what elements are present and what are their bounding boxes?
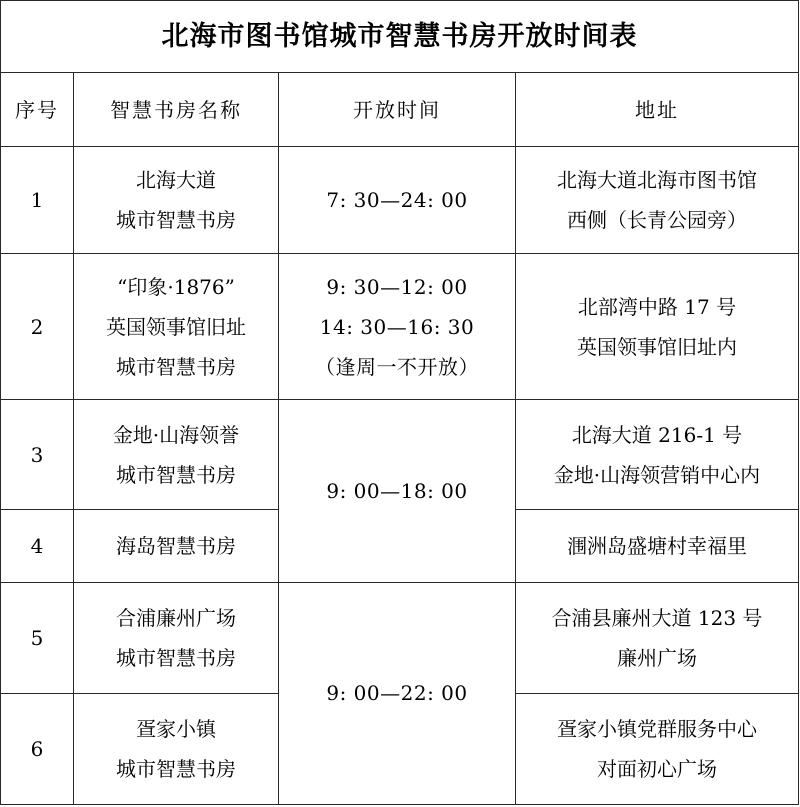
header-no: 序号	[1, 73, 74, 147]
library-name	[74, 509, 279, 582]
address-line: 廉州广场	[617, 645, 697, 670]
address-line: 涠洲岛盛塘村幸福里	[567, 533, 747, 558]
row-number: 3	[1, 400, 74, 509]
opening-hours-merged: 9: 00—18: 00	[279, 400, 516, 582]
address-line: 对面初心广场	[597, 756, 717, 781]
address	[516, 509, 799, 582]
library-name	[74, 582, 279, 693]
address-line: 北部湾中路 17 号	[577, 294, 737, 319]
table-row	[1, 254, 799, 400]
table-row	[1, 147, 799, 254]
header-hours: 开放时间	[279, 73, 516, 147]
table-row	[1, 400, 799, 509]
library-name-line: “印象·1876”	[117, 274, 235, 299]
address-line: 英国领事馆旧址内	[577, 334, 737, 359]
hours-line: 14: 30—16: 30	[319, 314, 475, 339]
page-title: 北海市图书馆城市智慧书房开放时间表	[1, 1, 799, 73]
library-name-line: 城市智慧书房	[116, 645, 236, 670]
library-name-line: 城市智慧书房	[116, 354, 236, 379]
library-name	[74, 693, 279, 804]
library-name-line: 城市智慧书房	[116, 208, 236, 233]
row-number: 6	[1, 693, 74, 804]
address-line: 合浦县廉州大道 123 号	[551, 605, 763, 630]
row-number: 2	[1, 254, 74, 400]
address	[516, 147, 799, 254]
title-row	[1, 1, 799, 73]
library-name	[74, 400, 279, 509]
address	[516, 693, 799, 804]
library-name-line: 城市智慧书房	[116, 756, 236, 781]
table-row	[1, 582, 799, 693]
library-name-line: 英国领事馆旧址	[106, 314, 246, 339]
address-line: 金地·山海领营销中心内	[553, 462, 761, 487]
hours-line: 7: 30—24: 00	[326, 188, 468, 213]
opening-hours	[279, 147, 516, 254]
library-name-line: 金地·山海领誉	[112, 422, 240, 447]
library-name-line: 合浦廉州广场	[116, 605, 236, 630]
library-name-line: 海岛智慧书房	[116, 533, 236, 558]
address-line: 北海大道北海市图书馆	[557, 168, 757, 193]
library-name-line: 北海大道	[136, 168, 216, 193]
header-name: 智慧书房名称	[74, 73, 279, 147]
address	[516, 582, 799, 693]
opening-hours-merged: 9: 00—22: 00	[279, 582, 516, 804]
hours-line: 9: 30—12: 00	[326, 274, 468, 299]
header-address: 地址	[516, 73, 799, 147]
header-row	[1, 73, 799, 147]
library-name	[74, 254, 279, 400]
library-name-line: 疍家小镇	[136, 716, 216, 741]
address	[516, 400, 799, 509]
hours-note: （逢周一不开放）	[315, 354, 479, 379]
address	[516, 254, 799, 400]
address-line: 北海大道 216-1 号	[571, 422, 743, 447]
address-line: 西侧（长青公园旁）	[567, 208, 747, 233]
row-number: 1	[1, 147, 74, 254]
library-name	[74, 147, 279, 254]
address-line: 疍家小镇党群服务中心	[557, 716, 757, 741]
row-number: 4	[1, 509, 74, 582]
opening-hours	[279, 254, 516, 400]
library-name-line: 城市智慧书房	[116, 462, 236, 487]
row-number: 5	[1, 582, 74, 693]
